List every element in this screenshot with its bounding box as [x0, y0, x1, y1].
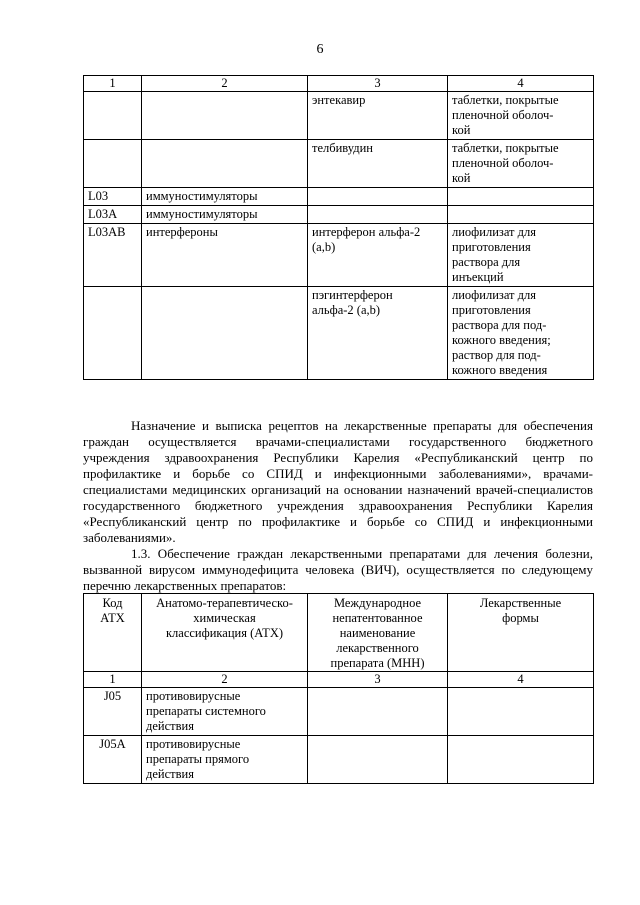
- column-number: 2: [142, 672, 308, 688]
- atc-code-cell: L03AB: [84, 224, 142, 287]
- atc-group-cell: противовирусные препараты прямого действия: [142, 736, 308, 784]
- table-row: [84, 206, 594, 224]
- table-row: [84, 92, 594, 140]
- table-row: [84, 224, 594, 287]
- inn-cell: [308, 688, 448, 736]
- header-inn: Международное непатентованное наименование лекарственного препарата (МНН): [308, 594, 448, 672]
- hiv-drug-table: [83, 593, 594, 784]
- inn-cell: телбивудин: [308, 140, 448, 188]
- dosage-form-cell: лиофилизат для приготовления раствора для под- кожного введения; раствор для под- кожного введения: [448, 287, 594, 380]
- atc-group-cell: интерфероны: [142, 224, 308, 287]
- inn-cell: интерферон альфа-2 (a,b): [308, 224, 448, 287]
- column-number: 2: [142, 76, 308, 92]
- atc-group-cell: противовирусные препараты системного действия: [142, 688, 308, 736]
- drug-table-continued: [83, 75, 594, 380]
- inn-cell: [308, 206, 448, 224]
- dosage-form-cell: [448, 688, 594, 736]
- atc-code-cell: J05: [84, 688, 142, 736]
- atc-group-cell: [142, 92, 308, 140]
- atc-code-cell: [84, 287, 142, 380]
- column-number-row: [84, 76, 594, 92]
- atc-code-cell: [84, 92, 142, 140]
- paragraph-hiv-provision: 1.3. Обеспечение граждан лекарственными препаратами для лечения болезни, вызванной вирусом иммунодефицита человека (ВИЧ), осуществляется по следующему перечню лекарственных препаратов:: [83, 546, 593, 593]
- column-number: 3: [308, 672, 448, 688]
- dosage-form-cell: таблетки, покрытые пленочной оболоч- кой: [448, 92, 594, 140]
- paragraph-prescription: Назначение и выписка рецептов на лекарственные препараты для обеспечения граждан осуществляется врачами-специалистами государственного бюджетного учреждения здравоохранения Республики Карелия «Республиканский центр по профилактике и борьбе со СПИД и инфекционными заболеваниями», врачами-специалистами медицинских организаций на основании назначений врачей-специалистов государственного бюджетного учреждения здравоохранения Республики Карелия «Республиканский центр по профилактике и борьбе со СПИД и инфекционными заболеваниями».: [83, 418, 593, 545]
- table-row: [84, 188, 594, 206]
- inn-cell: энтекавир: [308, 92, 448, 140]
- table-row: [84, 688, 594, 736]
- atc-group-cell: иммуностимуляторы: [142, 206, 308, 224]
- header-atc-classification: Анатомо-терапевтическо- химическая классификация (АТХ): [142, 594, 308, 672]
- atc-group-cell: иммуностимуляторы: [142, 188, 308, 206]
- column-number: 1: [84, 672, 142, 688]
- table-row: [84, 287, 594, 380]
- column-number: 4: [448, 672, 594, 688]
- column-number: 3: [308, 76, 448, 92]
- header-atc-code: Код АТХ: [84, 594, 142, 672]
- table-header-row: [84, 594, 594, 672]
- dosage-form-cell: [448, 736, 594, 784]
- dosage-form-cell: [448, 188, 594, 206]
- inn-cell: [308, 736, 448, 784]
- atc-code-cell: J05A: [84, 736, 142, 784]
- dosage-form-cell: таблетки, покрытые пленочной оболоч- кой: [448, 140, 594, 188]
- atc-group-cell: [142, 140, 308, 188]
- column-number-row: [84, 672, 594, 688]
- table-row: [84, 140, 594, 188]
- page-number: 6: [316, 42, 324, 57]
- inn-cell: [308, 188, 448, 206]
- header-dosage-forms: Лекарственные формы: [448, 594, 594, 672]
- atc-code-cell: L03A: [84, 206, 142, 224]
- column-number: 1: [84, 76, 142, 92]
- atc-code-cell: L03: [84, 188, 142, 206]
- column-number: 4: [448, 76, 594, 92]
- table-row: [84, 736, 594, 784]
- atc-group-cell: [142, 287, 308, 380]
- inn-cell: пэгинтерферон альфа-2 (a,b): [308, 287, 448, 380]
- atc-code-cell: [84, 140, 142, 188]
- dosage-form-cell: [448, 206, 594, 224]
- dosage-form-cell: лиофилизат для приготовления раствора для инъекций: [448, 224, 594, 287]
